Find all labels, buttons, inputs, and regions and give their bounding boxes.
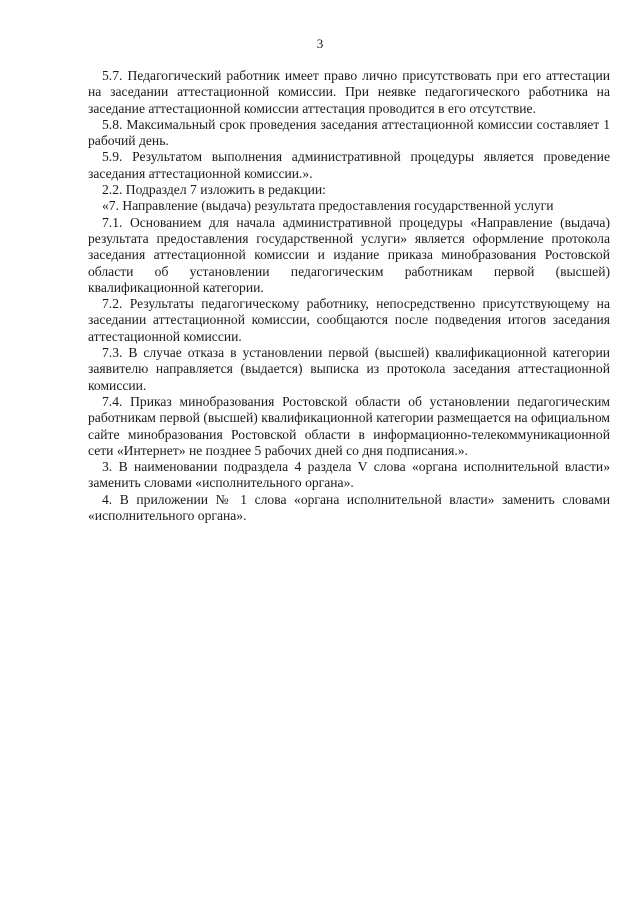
paragraph-5-7: 5.7. Педагогический работник имеет право лично присутствовать при его аттестации на заседании аттестационной комиссии. При неявке педагогического работника на заседание аттестационной комиссии аттестация проводится в его отсутствие. [88, 68, 610, 116]
paragraph-7-3: 7.3. В случае отказа в установлении первой (высшей) квалификационной категории заявителю направляется (выдается) выписка из протокола заседания аттестационной комиссии. [88, 345, 610, 393]
paragraph-3: 3. В наименовании подраздела 4 раздела V слова «органа исполнительной власти» заменить словами «исполнительного органа». [88, 459, 610, 491]
page-number: 3 [316, 36, 324, 51]
document-body [88, 68, 610, 524]
paragraph-4: 4. В приложении № 1 слова «органа исполнительной власти» заменить словами «исполнительного органа». [88, 491, 610, 524]
paragraph-7-4: 7.4. Приказ минобразования Ростовской области об установлении педагогическим работникам первой (высшей) квалификационной категории размещается на официальном сайте минобразования Ростовской области в информационно-телекоммуникационной сети «Интернет» не позднее 5 рабочих дней со дня подписания.». [88, 393, 610, 458]
paragraph-5-9: 5.9. Результатом выполнения административной процедуры является проведение заседания аттестационной комиссии.». [88, 149, 610, 181]
paragraph-5-8: 5.8. Максимальный срок проведения заседания аттестационной комиссии составляет 1 рабочий день. [88, 116, 610, 149]
paragraph-7-1: 7.1. Основанием для начала административной процедуры «Направление (выдача) результата предоставления государственной услуги» является оформление протокола заседания аттестационной комиссии и издание приказа минобразования Ростовской области об установлении педагогическим работникам первой (высшей) квалификационной категории. [88, 214, 610, 295]
paragraph-7-2: 7.2. Результаты педагогическому работнику, непосредственно присутствующему на заседании аттестационной комиссии, сообщаются после подведения итогов заседания аттестационной комиссии. [88, 296, 610, 344]
paragraph-2-2: 2.2. Подраздел 7 изложить в редакции: [102, 182, 326, 198]
subsection-7-heading: «7. Направление (выдача) результата предоставления государственной услуги [102, 198, 554, 214]
